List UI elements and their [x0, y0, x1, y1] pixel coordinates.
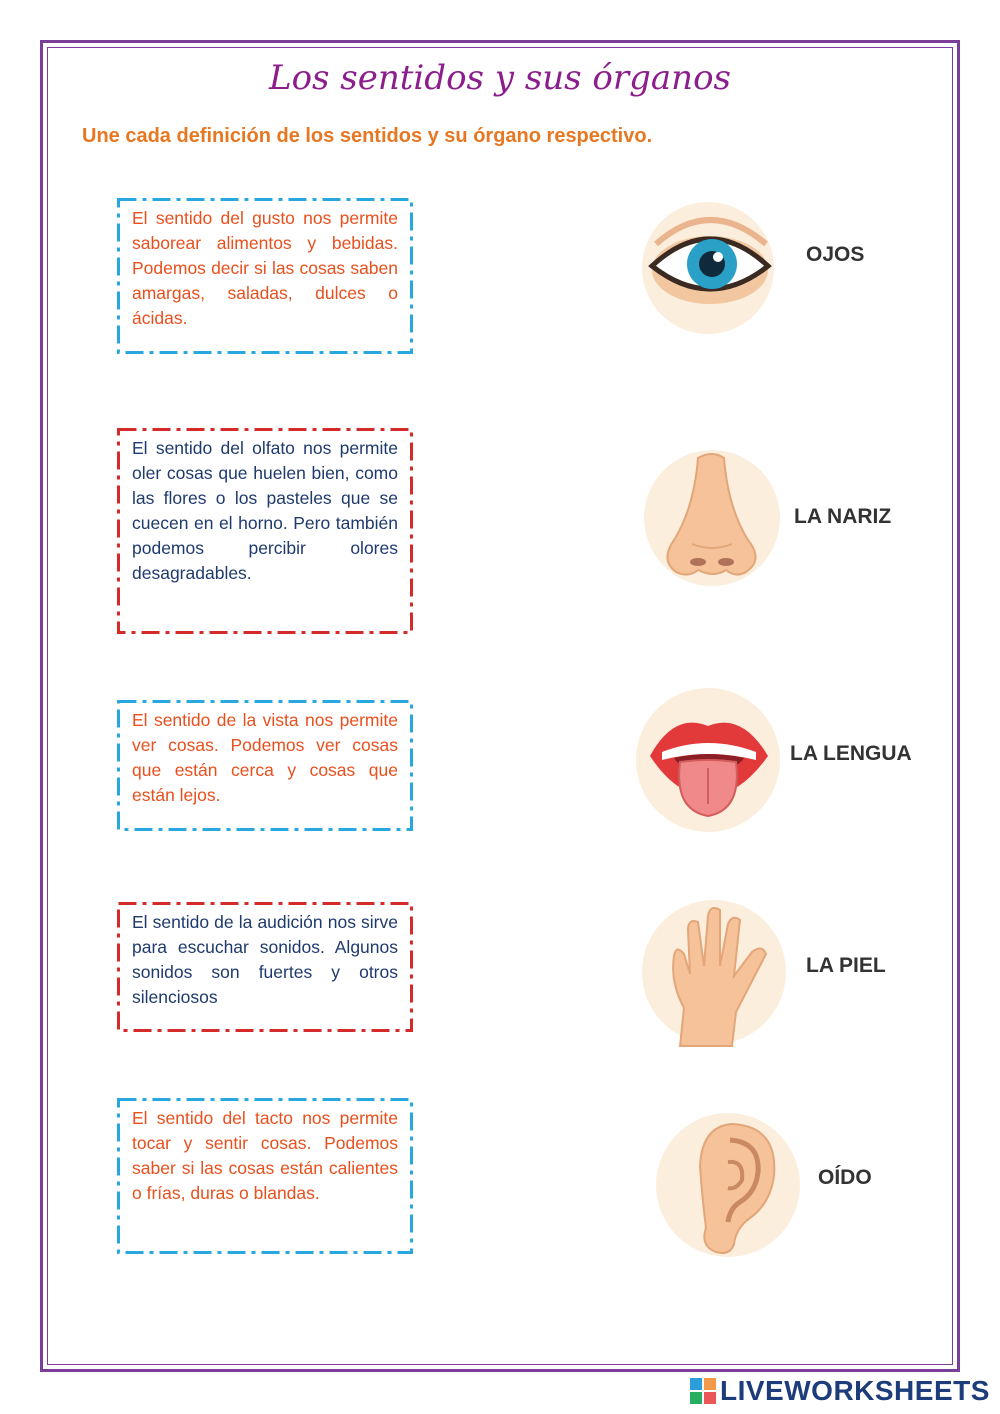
organ-item-nariz[interactable] — [640, 448, 785, 593]
definition-card-audicion[interactable] — [117, 902, 413, 1032]
definition-text: El sentido de la audición nos sirve para escuchar sonidos. Algunos sonidos son fuertes y otros silenciosos — [132, 912, 398, 1007]
organ-label-oido: OÍDO — [818, 1166, 872, 1189]
definition-text: El sentido del olfato nos permite oler cosas que huelen bien, como las flores o los pasteles que se cuecen en el horno. Pero también podemos percibir olores desagradables. — [132, 438, 398, 583]
eye-icon — [638, 200, 778, 340]
definition-text: El sentido del gusto nos permite saborear alimentos y bebidas. Podemos decir si las cosas saben amargas, saladas, dulces o ácidas. — [132, 208, 398, 328]
instruction-text: Une cada definición de los sentidos y su órgano respectivo. — [82, 125, 653, 147]
definition-card-tacto[interactable] — [117, 1098, 413, 1254]
liveworksheets-logo-icon — [690, 1378, 716, 1404]
definition-card-vista[interactable] — [117, 700, 413, 831]
organ-label-ojos: OJOS — [806, 243, 865, 266]
mouth-tongue-icon — [634, 686, 784, 836]
organ-label-lengua: LA LENGUA — [790, 742, 912, 765]
definition-text: El sentido del tacto nos permite tocar y sentir cosas. Podemos saber si las cosas están calientes o frías, duras o blandas. — [132, 1108, 398, 1203]
organ-item-oido[interactable] — [656, 1110, 802, 1265]
liveworksheets-logo — [690, 1376, 990, 1406]
organ-label-nariz: LA NARIZ — [794, 505, 892, 528]
definition-card-gusto[interactable] — [117, 198, 413, 354]
organ-label-piel: LA PIEL — [806, 954, 886, 977]
organ-item-lengua[interactable] — [634, 686, 784, 841]
ear-icon — [656, 1110, 802, 1260]
page-title: Los sentidos y sus órganos — [269, 58, 731, 98]
nose-icon — [640, 448, 785, 588]
liveworksheets-brand: LIVEWORKSHEETS — [720, 1375, 990, 1406]
organ-item-piel[interactable] — [640, 896, 790, 1061]
definition-card-olfato[interactable] — [117, 428, 413, 634]
organ-item-ojos[interactable] — [638, 200, 778, 345]
definition-text: El sentido de la vista nos permite ver cosas. Podemos ver cosas que están cerca y cosas que están lejos. — [132, 710, 398, 805]
hand-icon — [640, 896, 790, 1056]
